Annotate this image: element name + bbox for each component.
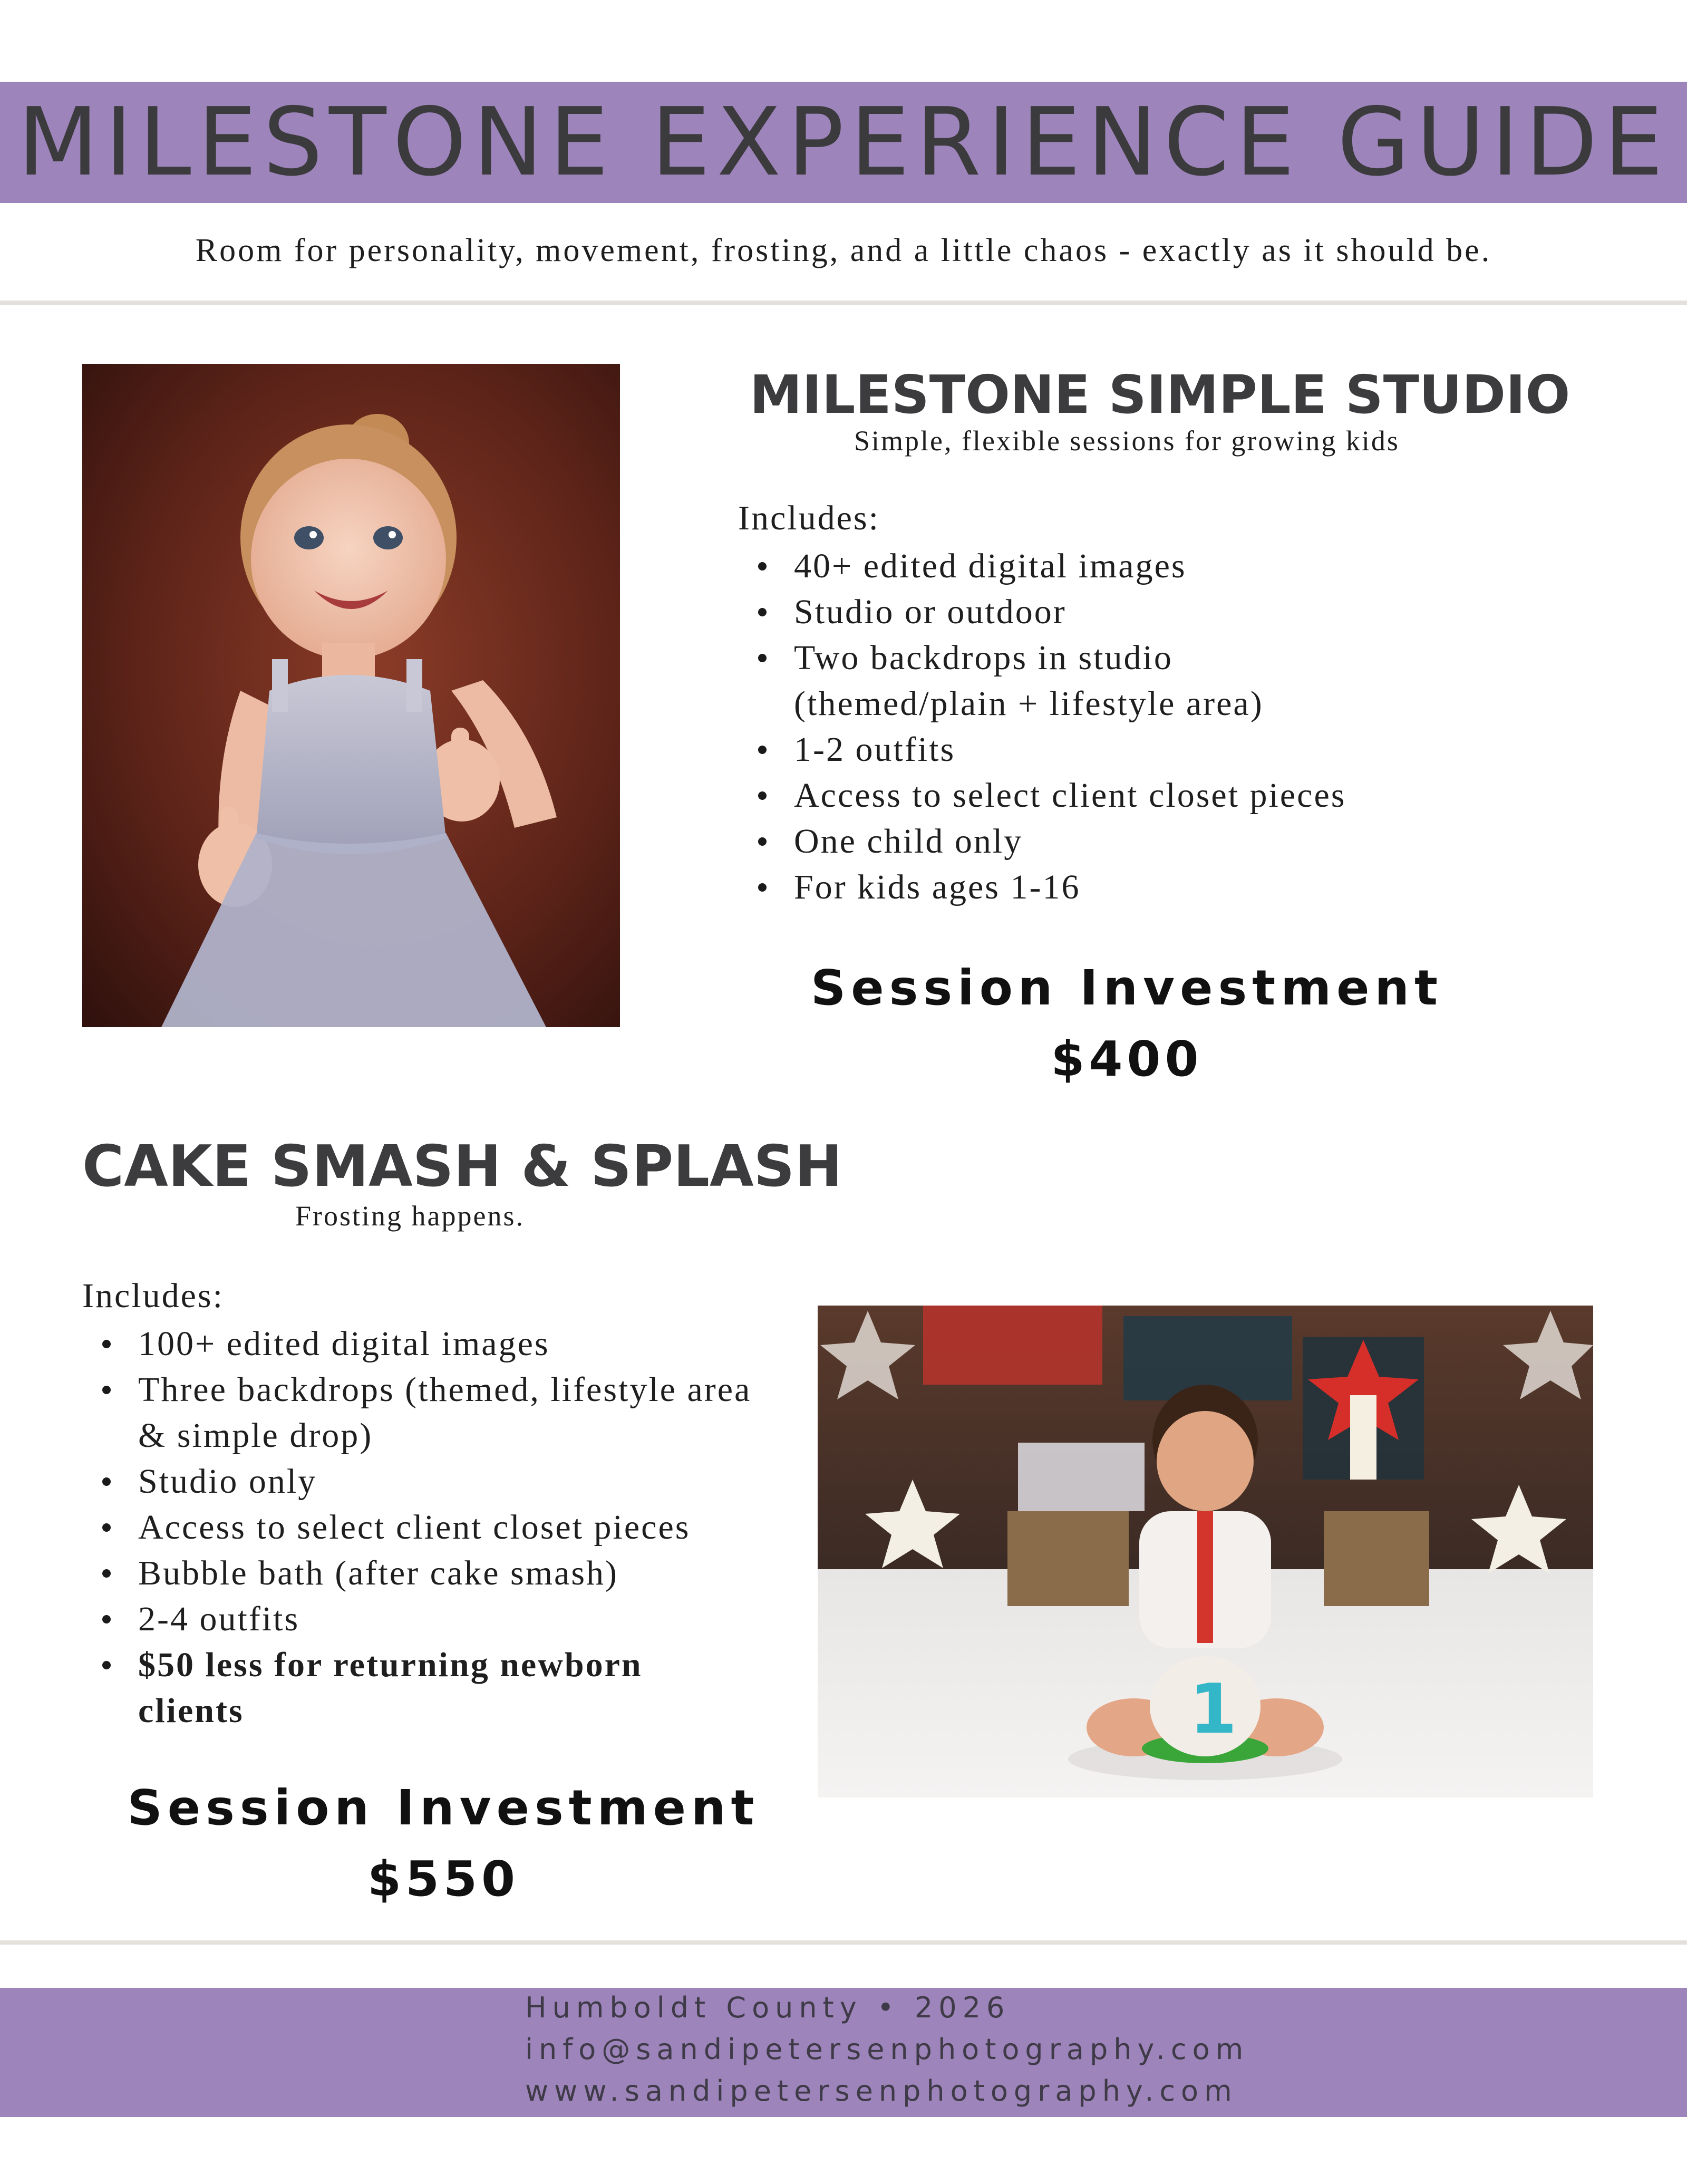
list-item: Access to select client closet pieces bbox=[738, 772, 1529, 818]
cake-includes-label: Includes: bbox=[82, 1277, 224, 1315]
page-title: MILESTONE EXPERIENCE GUIDE bbox=[17, 88, 1670, 197]
list-item: $50 less for returning newborn clients bbox=[82, 1642, 768, 1734]
cake-title: CAKE SMASH & SPLASH bbox=[82, 1134, 842, 1200]
studio-subtitle: Simple, flexible sessions for growing kids bbox=[854, 425, 1400, 457]
studio-includes-list bbox=[738, 543, 1529, 910]
studio-price: $400 bbox=[1051, 1031, 1203, 1087]
cake-investment-label: Session Investment bbox=[127, 1780, 760, 1836]
studio-title: MILESTONE SIMPLE STUDIO bbox=[750, 364, 1570, 426]
list-item: Bubble bath (after cake smash) bbox=[82, 1550, 768, 1596]
list-item: One child only bbox=[738, 818, 1529, 864]
list-item: Studio or outdoor bbox=[738, 589, 1529, 635]
list-item: 1-2 outfits bbox=[738, 727, 1529, 772]
cake-subtitle: Frosting happens. bbox=[295, 1200, 525, 1232]
footer-website-link[interactable]: www.sandipetersenphotography.com bbox=[525, 2074, 1238, 2108]
svg-text:1: 1 bbox=[1189, 1669, 1237, 1749]
list-item: 40+ edited digital images bbox=[738, 543, 1529, 589]
list-item: 100+ edited digital images bbox=[82, 1321, 768, 1367]
cake-includes-list bbox=[82, 1321, 768, 1734]
footer-email-link[interactable]: info@sandipetersenphotography.com bbox=[525, 2033, 1249, 2066]
list-item: 2-4 outfits bbox=[82, 1596, 768, 1642]
list-item: Studio only bbox=[82, 1458, 768, 1504]
studio-investment-label: Session Investment bbox=[810, 960, 1443, 1016]
list-item: Access to select client closet pieces bbox=[82, 1504, 768, 1550]
studio-includes-label: Includes: bbox=[738, 499, 880, 537]
list-item: Two backdrops in studio (themed/plain + lifestyle area) bbox=[738, 635, 1529, 727]
studio-portrait-photo bbox=[82, 364, 620, 1027]
tagline: Room for personality, movement, frosting, and a little chaos - exactly as it should be. bbox=[195, 233, 1492, 268]
divider-top bbox=[0, 301, 1687, 305]
cake-price: $550 bbox=[367, 1851, 520, 1907]
footer-location: Humboldt County • 2026 bbox=[525, 1991, 1011, 2024]
list-item: For kids ages 1-16 bbox=[738, 864, 1529, 910]
cake-smash-photo bbox=[818, 1306, 1593, 1798]
list-item: Three backdrops (themed, lifestyle area & simple drop) bbox=[82, 1367, 768, 1458]
divider-bottom bbox=[0, 1940, 1687, 1945]
